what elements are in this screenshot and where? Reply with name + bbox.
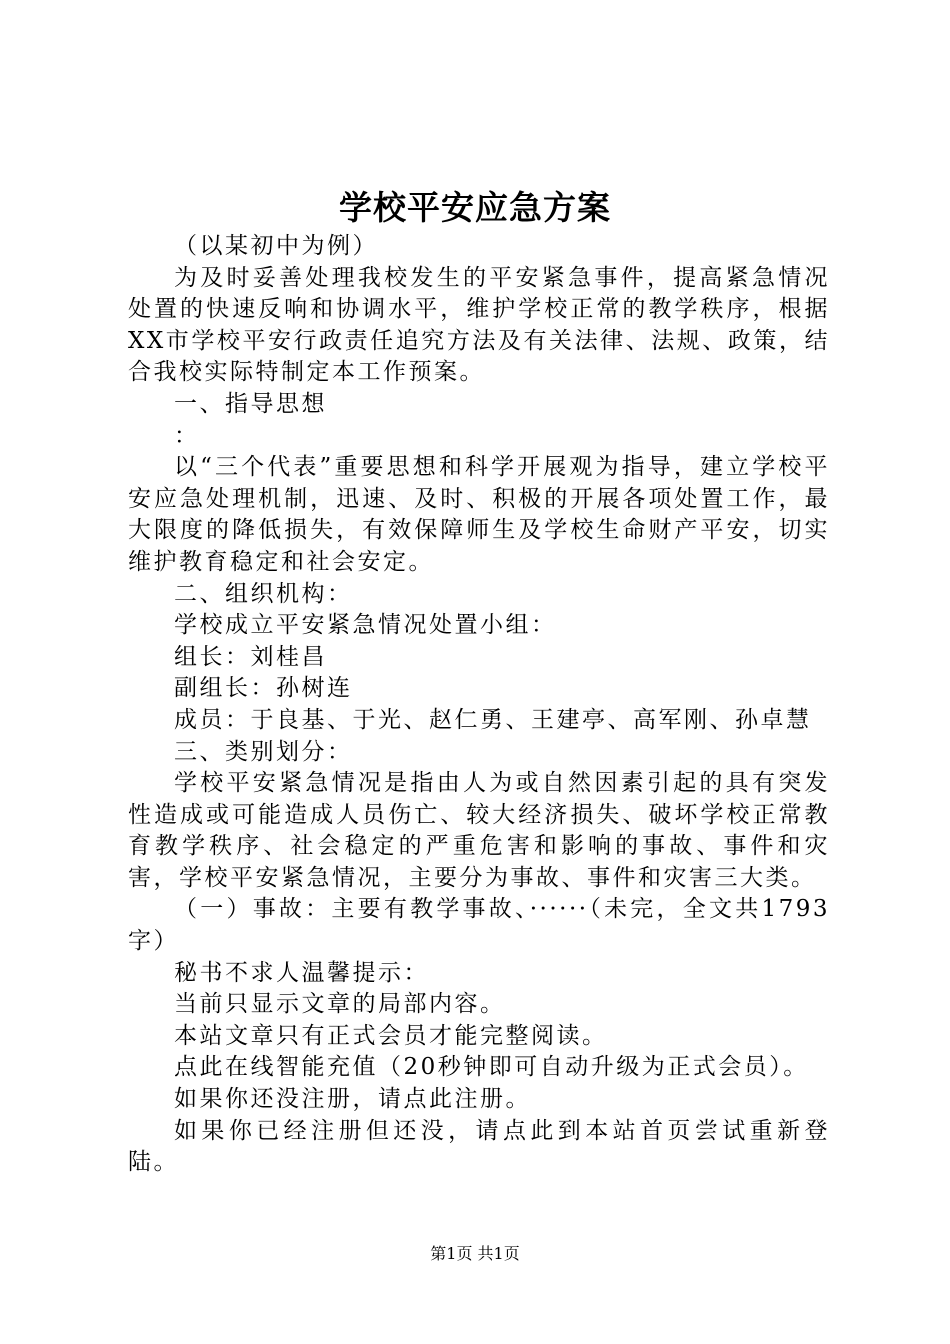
page-number-footer: 第1页 共1页 [430, 1244, 520, 1263]
document-title: 学校平安应急方案 [339, 188, 611, 227]
register-link[interactable]: 如果你还没注册，请点此注册。 [174, 1086, 531, 1113]
section-heading-guiding-ideology: 一、指导思想 [174, 390, 327, 417]
organization-intro: 学校成立平安紧急情况处置小组： [174, 612, 557, 639]
recharge-link[interactable]: 点此在线智能充值（20秒钟即可自动升级为正式会员）。 [174, 1054, 809, 1081]
section-heading-organization: 二、组织机构： [174, 580, 353, 607]
intro-paragraph: 为及时妥善处理我校发生的平安紧急事件，提高紧急情况处置的快速反响和协调水平，维护学校正常的教学秩序，根据XX市学校平安行政责任追究方法及有关法律、法规、政策，结合我校实际特制定本工作预案。 [128, 264, 830, 386]
guiding-ideology-paragraph: 以“三个代表”重要思想和科学开展观为指导，建立学校平安应急处理机制，迅速、及时、积极的开展各项处置工作，最大限度的降低损失，有效保障师生及学校生命财产平安，切实维护教育稳定和社会安定。 [128, 454, 830, 575]
login-link[interactable]: 如果你已经注册但还没，请点此到本站首页尝试重新登陆。 [128, 1117, 830, 1176]
site-notice-members-only: 本站文章只有正式会员才能完整阅读。 [174, 1022, 608, 1049]
accident-truncated-paragraph: （一）事故：主要有教学事故、······（未完，全文共1793字） [128, 896, 830, 955]
colon-line: ： [174, 422, 200, 449]
deputy-group-leader: 副组长：孙树连 [174, 675, 353, 702]
document-body [128, 231, 830, 1179]
section-heading-classification: 三、类别划分： [174, 738, 353, 765]
classification-paragraph: 学校平安紧急情况是指由人为或自然因素引起的具有突发性造成或可能造成人员伤亡、较大经济损失、破坏学校正常教育教学秩序、社会稳定的严重危害和影响的事故、事件和灾害，学校平安紧急情况，主要分为事故、事件和灾害三大类。 [128, 770, 830, 891]
subtitle-example: （以某初中为例） [174, 233, 378, 259]
group-members: 成员：于良基、于光、赵仁勇、王建亭、高军刚、孙卓慧 [174, 706, 812, 733]
site-notice-partial: 当前只显示文章的局部内容。 [174, 991, 506, 1018]
group-leader: 组长：刘桂昌 [174, 643, 327, 670]
site-notice-heading: 秘书不求人温馨提示： [174, 959, 429, 986]
